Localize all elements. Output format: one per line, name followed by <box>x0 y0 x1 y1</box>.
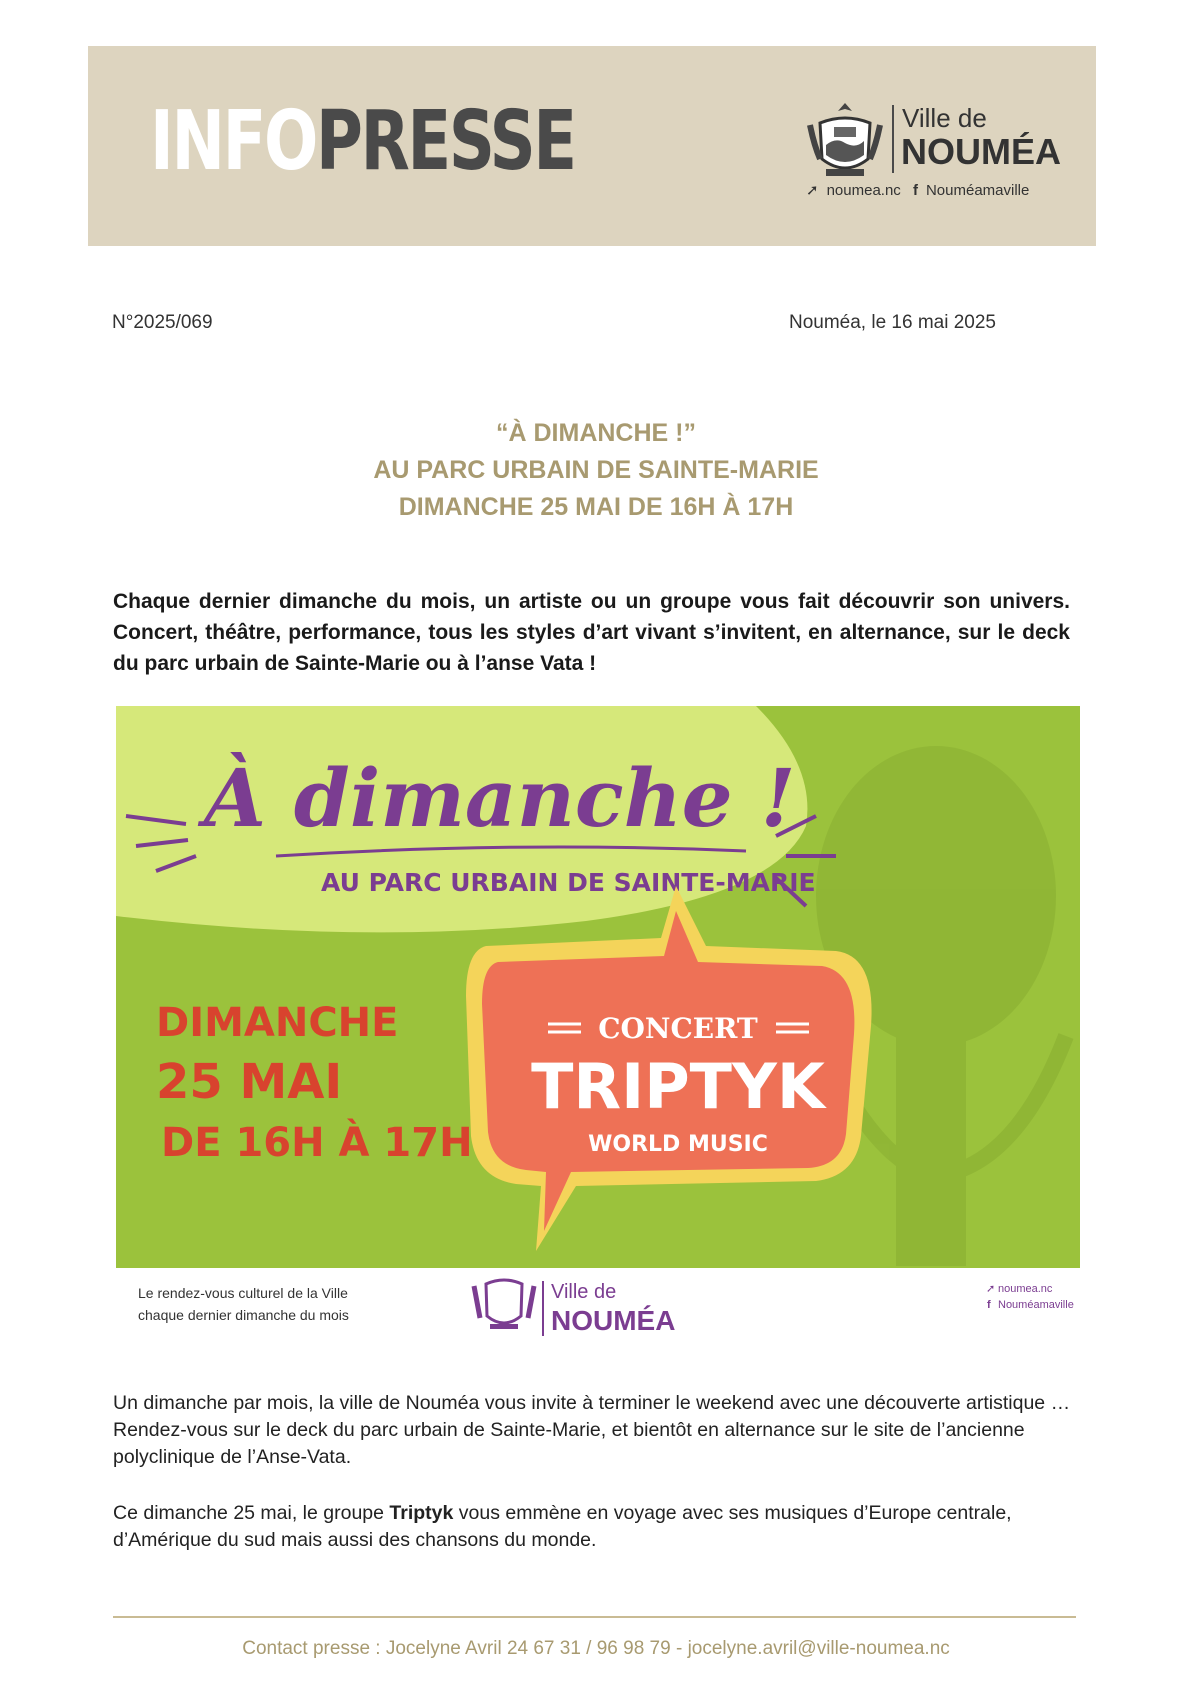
header-banner <box>88 46 1096 246</box>
poster-date-line-3: DE 16H À 17H <box>161 1120 473 1166</box>
poster-facebook: Nouméamaville <box>998 1299 1074 1311</box>
music-genre: WORLD MUSIC <box>588 1132 768 1157</box>
brand-info: INFO <box>150 94 317 189</box>
ville-noumea-logo <box>806 101 1061 201</box>
poster-headline: À dimanche ! <box>204 751 796 845</box>
body-paragraph-2 <box>113 1500 1083 1554</box>
facebook-icon: f <box>912 182 918 199</box>
logo-ville: Ville de <box>902 103 987 133</box>
poster-logo-noumea: NOUMÉA <box>551 1305 676 1336</box>
release-title <box>0 415 1192 526</box>
title-line-1: “À DIMANCHE !” <box>496 419 696 447</box>
artist-name: TRIPTYK <box>531 1050 825 1123</box>
poster-logo-ville: Ville de <box>551 1281 617 1303</box>
logo-links <box>806 181 1037 199</box>
poster-date-line-1: DIMANCHE <box>156 1000 399 1046</box>
poster-site: noumea.nc <box>998 1283 1053 1295</box>
web-arrow-icon: ➚ <box>806 182 819 199</box>
info-presse-title <box>150 94 575 189</box>
para2-after: vous emmène en voyage avec ses musiques d’Europe centrale, d’Amérique du sud mais aussi des chansons du monde. <box>113 1502 1012 1551</box>
site-link[interactable]: noumea.nc <box>826 182 901 199</box>
logo-separator <box>892 105 894 173</box>
para2-before: Ce dimanche 25 mai, le groupe <box>113 1502 390 1524</box>
footer-divider <box>113 1616 1076 1618</box>
city-crest-icon <box>806 101 884 183</box>
press-release-date: Nouméa, le 16 mai 2025 <box>788 312 996 333</box>
poster-date-line-2: 25 MAI <box>156 1054 343 1110</box>
facebook-link[interactable]: Nouméamaville <box>925 182 1030 199</box>
poster-web-arrow-icon: ➚ <box>986 1283 996 1295</box>
logo-noumea: NOUMÉA <box>901 131 1061 172</box>
title-line-3: DIMANCHE 25 MAI DE 16H À 17H <box>398 493 794 521</box>
poster-subtitle: AU PARC URBAIN DE SAINTE-MARIE <box>321 868 816 897</box>
poster-facebook-icon: f <box>987 1299 991 1311</box>
brand-presse: PRESSE <box>316 94 575 189</box>
body-paragraph-1: Un dimanche par mois, la ville de Nouméa vous invite à terminer le weekend avec une découverte artistique … Rendez-vous sur le deck du parc urbain de Sainte-Marie, et bientôt en alternance sur le site de l’ancienne polyclinique de l’Anse-Vata. <box>113 1392 1071 1468</box>
event-poster <box>116 706 1080 1349</box>
poster-footer-line-1: Le rendez-vous culturel de la Ville <box>138 1285 348 1301</box>
para2-bold: Triptyk <box>389 1502 454 1524</box>
concert-label: CONCERT <box>598 1012 758 1045</box>
lead-paragraph: Chaque dernier dimanche du mois, un artiste ou un groupe vous fait découvrir son univers. Concert, théâtre, performance, tous les styles d’art vivant s’invitent, en alternance, sur le deck du parc urbain de Sainte-Marie ou à l’anse Vata ! <box>113 590 1070 675</box>
press-contact: Contact presse : Jocelyne Avril 24 67 31 / 96 98 79 - jocelyne.avril@ville-noumea.nc <box>242 1638 950 1659</box>
poster-footer-line-2: chaque dernier dimanche du mois <box>138 1307 349 1323</box>
title-line-2: AU PARC URBAIN DE SAINTE-MARIE <box>373 456 819 484</box>
press-release-number: N°2025/069 <box>112 312 213 333</box>
